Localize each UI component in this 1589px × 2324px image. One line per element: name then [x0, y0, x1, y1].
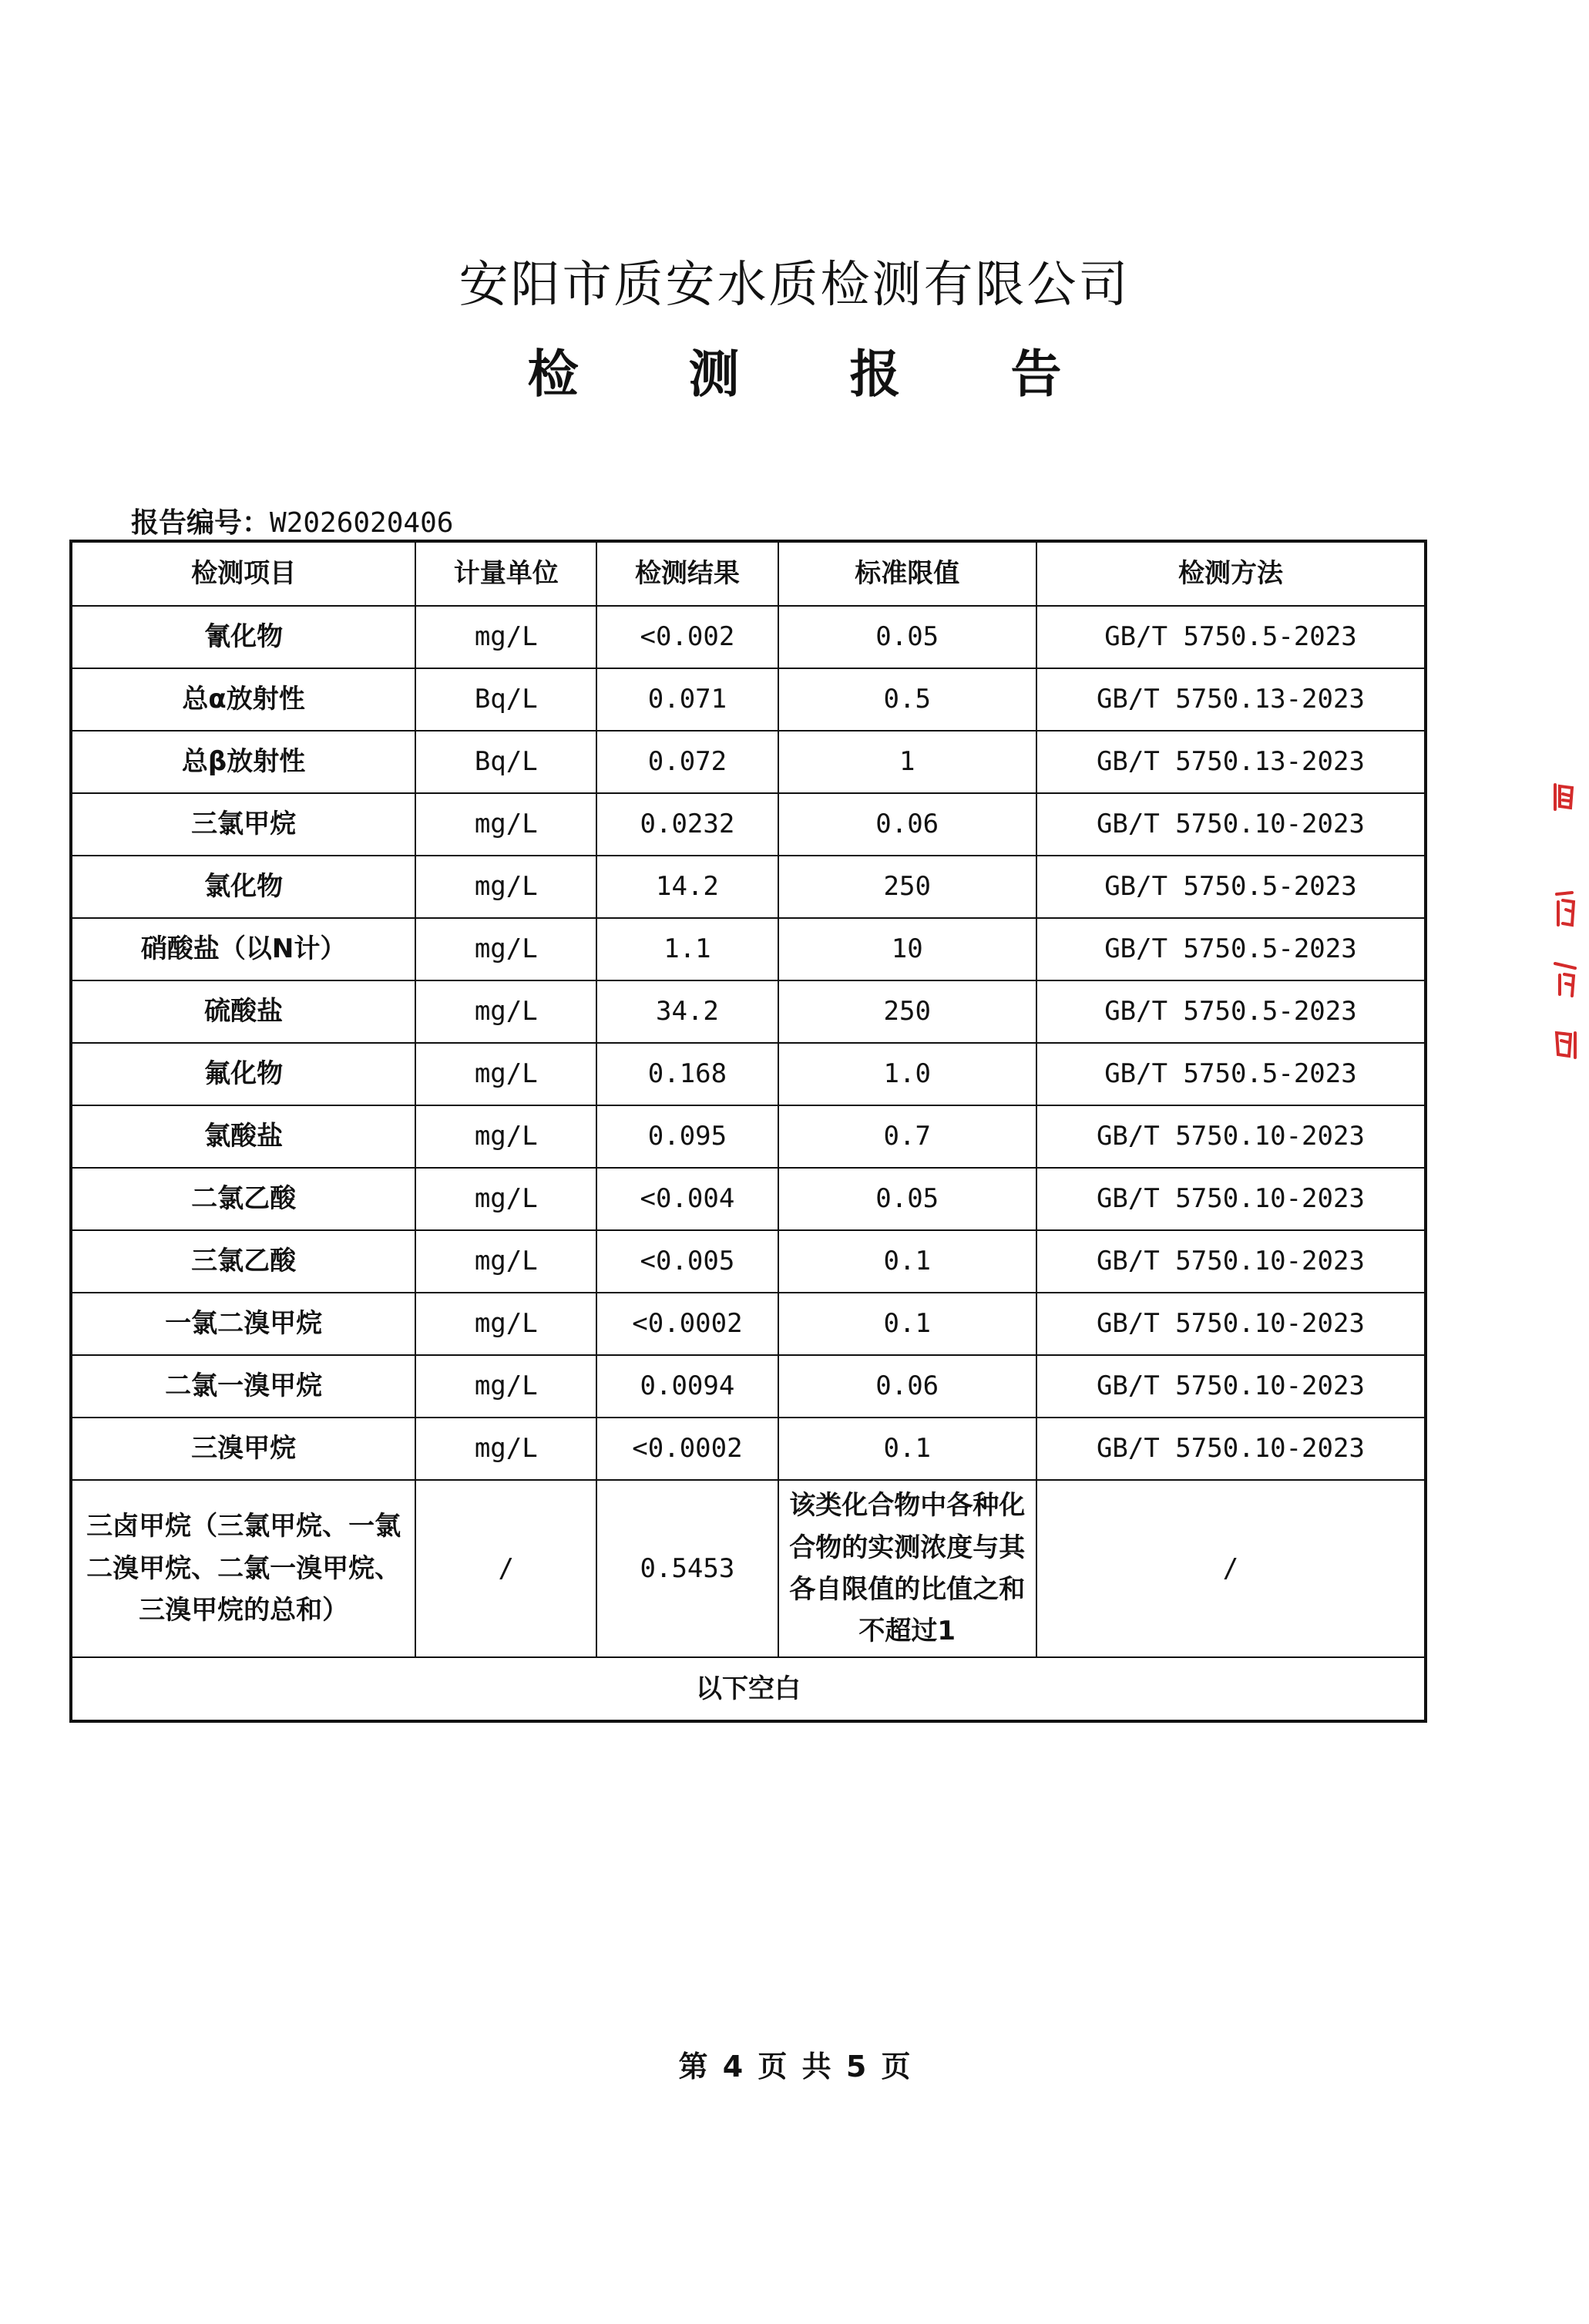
row-limit: 250	[778, 980, 1036, 1043]
report-number-value: W2026020406	[270, 507, 454, 539]
results-table	[69, 540, 1427, 1723]
row-limit: 0.7	[778, 1105, 1036, 1168]
summary-item: 三卤甲烷（三氯甲烷、一氯二溴甲烷、二氯一溴甲烷、三溴甲烷的总和）	[71, 1480, 415, 1657]
row-method: GB/T 5750.13-2023	[1036, 668, 1426, 731]
row-method: GB/T 5750.10-2023	[1036, 1355, 1426, 1418]
summary-result: 0.5453	[596, 1480, 778, 1657]
row-item: 硝酸盐（以N计）	[71, 918, 415, 980]
table-header-row	[71, 541, 1426, 606]
row-item: 氰化物	[71, 606, 415, 668]
row-method: GB/T 5750.10-2023	[1036, 1105, 1426, 1168]
row-result: <0.0002	[596, 1293, 778, 1355]
row-method: GB/T 5750.5-2023	[1036, 918, 1426, 980]
row-item: 氟化物	[71, 1043, 415, 1105]
row-item: 二氯乙酸	[71, 1168, 415, 1230]
row-unit: mg/L	[415, 606, 596, 668]
row-unit: mg/L	[415, 918, 596, 980]
row-result: 1.1	[596, 918, 778, 980]
row-result: 0.0094	[596, 1355, 778, 1418]
row-method: GB/T 5750.10-2023	[1036, 1418, 1426, 1480]
table-row	[71, 980, 1426, 1043]
row-item: 硫酸盐	[71, 980, 415, 1043]
row-unit: mg/L	[415, 1230, 596, 1293]
table-row	[71, 1418, 1426, 1480]
row-method: GB/T 5750.13-2023	[1036, 731, 1426, 793]
row-item: 三溴甲烷	[71, 1418, 415, 1480]
row-item: 总α放射性	[71, 668, 415, 731]
row-method: GB/T 5750.10-2023	[1036, 1168, 1426, 1230]
table-row	[71, 668, 1426, 731]
end-note: 以下空白	[71, 1657, 1426, 1721]
row-result: 34.2	[596, 980, 778, 1043]
row-limit: 0.06	[778, 793, 1036, 856]
table-row	[71, 1168, 1426, 1230]
row-limit: 0.1	[778, 1230, 1036, 1293]
row-result: 14.2	[596, 856, 778, 918]
row-limit: 0.05	[778, 1168, 1036, 1230]
table-row	[71, 1105, 1426, 1168]
column-header-unit: 计量单位	[415, 541, 596, 606]
row-method: GB/T 5750.5-2023	[1036, 606, 1426, 668]
row-limit: 0.1	[778, 1293, 1036, 1355]
row-limit: 250	[778, 856, 1036, 918]
row-method: GB/T 5750.5-2023	[1036, 856, 1426, 918]
row-item: 三氯乙酸	[71, 1230, 415, 1293]
summary-row	[71, 1480, 1426, 1657]
table-row	[71, 793, 1426, 856]
row-item: 二氯一溴甲烷	[71, 1355, 415, 1418]
row-limit: 1.0	[778, 1043, 1036, 1105]
table-row	[71, 918, 1426, 980]
row-unit: Bq/L	[415, 731, 596, 793]
row-method: GB/T 5750.5-2023	[1036, 980, 1426, 1043]
table-row	[71, 1355, 1426, 1418]
row-item: 三氯甲烷	[71, 793, 415, 856]
row-limit: 0.1	[778, 1418, 1036, 1480]
table-row	[71, 731, 1426, 793]
row-limit: 1	[778, 731, 1036, 793]
row-method: GB/T 5750.10-2023	[1036, 1293, 1426, 1355]
row-unit: mg/L	[415, 1168, 596, 1230]
row-result: 0.168	[596, 1043, 778, 1105]
row-unit: Bq/L	[415, 668, 596, 731]
row-method: GB/T 5750.10-2023	[1036, 1230, 1426, 1293]
column-header-method: 检测方法	[1036, 541, 1426, 606]
row-result: 0.072	[596, 731, 778, 793]
row-method: GB/T 5750.10-2023	[1036, 793, 1426, 856]
column-header-limit: 标准限值	[778, 541, 1036, 606]
row-unit: mg/L	[415, 793, 596, 856]
row-item: 氯酸盐	[71, 1105, 415, 1168]
table-row	[71, 856, 1426, 918]
row-unit: mg/L	[415, 980, 596, 1043]
table-row	[71, 1293, 1426, 1355]
row-item: 氯化物	[71, 856, 415, 918]
report-number	[131, 501, 453, 540]
row-unit: mg/L	[415, 1293, 596, 1355]
report-title: 检 测 报 告	[527, 345, 1108, 404]
page-footer: 第 4 页 共 5 页	[678, 2050, 911, 2084]
row-result: <0.002	[596, 606, 778, 668]
row-limit: 0.5	[778, 668, 1036, 731]
row-result: <0.0002	[596, 1418, 778, 1480]
row-limit: 0.05	[778, 606, 1036, 668]
row-item: 一氯二溴甲烷	[71, 1293, 415, 1355]
row-result: 0.071	[596, 668, 778, 731]
row-unit: mg/L	[415, 856, 596, 918]
row-unit: mg/L	[415, 1355, 596, 1418]
row-unit: mg/L	[415, 1105, 596, 1168]
summary-method: /	[1036, 1480, 1426, 1657]
summary-limit: 该类化合物中各种化合物的实测浓度与其各自限值的比值之和不超过1	[778, 1480, 1036, 1657]
table-row	[71, 1043, 1426, 1105]
table-body	[71, 606, 1426, 1480]
table-row	[71, 1230, 1426, 1293]
row-item: 总β放射性	[71, 731, 415, 793]
table-row	[71, 606, 1426, 668]
report-number-label: 报告编号：	[131, 507, 270, 539]
column-header-result: 检测结果	[596, 541, 778, 606]
row-result: <0.004	[596, 1168, 778, 1230]
row-result: 0.0232	[596, 793, 778, 856]
row-limit: 10	[778, 918, 1036, 980]
row-unit: mg/L	[415, 1418, 596, 1480]
row-method: GB/T 5750.5-2023	[1036, 1043, 1426, 1105]
row-result: <0.005	[596, 1230, 778, 1293]
column-header-item: 检测项目	[71, 541, 415, 606]
row-unit: mg/L	[415, 1043, 596, 1105]
row-limit: 0.06	[778, 1355, 1036, 1418]
end-note-row	[71, 1657, 1426, 1721]
seam-stamp	[1549, 779, 1583, 1087]
summary-unit: /	[415, 1480, 596, 1657]
company-name: 安阳市质安水质检测有限公司	[459, 257, 1130, 314]
row-result: 0.095	[596, 1105, 778, 1168]
